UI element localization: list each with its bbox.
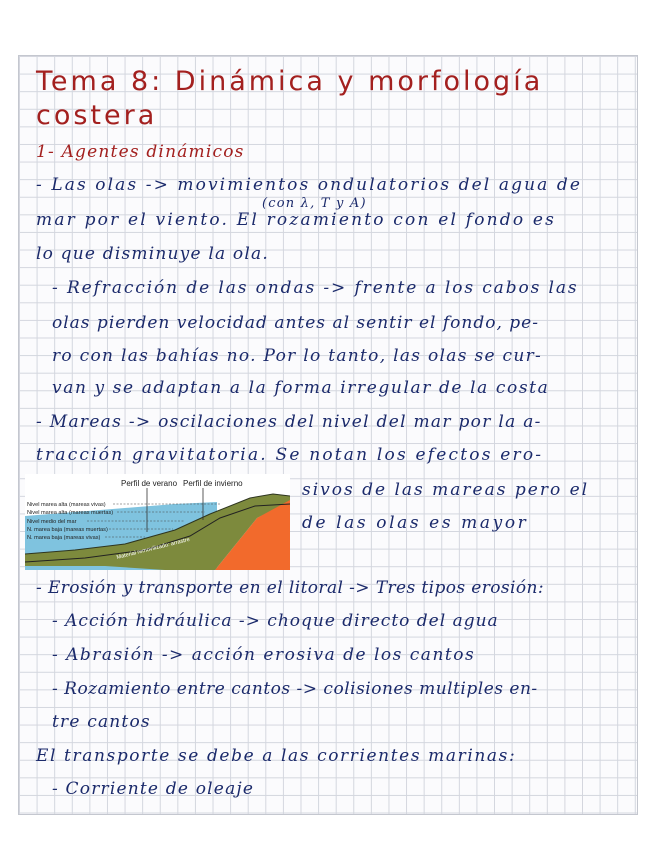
text-line-3: lo que disminuye la ola. (36, 244, 269, 264)
text-line-9: tracción gravitatoria. Se notan los efectos ero- (36, 445, 544, 465)
text-line-5: olas pierden velocidad antes al sentir el fondo, pe- (52, 313, 539, 333)
tide-level-label: Nivel marea alta (mareas muertas) (27, 510, 114, 516)
sediment-label: Material removilizado: arrastre (116, 536, 191, 561)
tide-level-label: N. marea baja (mareas vivas) (27, 535, 101, 541)
beach-profile-diagram (25, 474, 290, 570)
text-line-1: - Las olas -> movimientos ondulatorios del agua de (36, 175, 582, 195)
text-line-14: - Abrasión -> acción erosiva de los cantos (52, 645, 476, 665)
summer-profile-label: Perfil de verano (121, 479, 178, 488)
text-line-7: van y se adaptan a la forma irregular de la costa (52, 378, 550, 398)
text-line-8: - Mareas -> oscilaciones del nivel del mar por la a- (36, 412, 542, 432)
text-line-11: de las olas es mayor (302, 513, 529, 533)
text-line-17: El transporte se debe a las corrientes marinas: (36, 746, 517, 766)
text-annotation: (con λ, T y A) (262, 196, 367, 211)
section-heading: 1- Agentes dinámicos (36, 142, 245, 162)
text-line-4: - Refracción de las ondas -> frente a los cabos las (52, 278, 579, 298)
text-line-13: - Acción hidráulica -> choque directo del agua (52, 611, 499, 631)
text-line-6: ro con las bahías no. Por lo tanto, las olas se cur- (52, 346, 543, 366)
text-line-18: - Corriente de oleaje (52, 779, 255, 799)
notebook-page (18, 55, 638, 815)
tide-level-label: N. marea baja (mareas muertas) (27, 527, 108, 533)
text-line-2: mar por el viento. El rozamiento con el fondo es (36, 210, 557, 230)
page-title-line1: Tema 8: Dinámica y morfología (36, 66, 544, 97)
tide-level-label: Nivel marea alta (mareas vivas) (27, 502, 106, 508)
text-line-10: sivos de las mareas pero el (302, 480, 590, 500)
winter-profile-label: Perfil de invierno (183, 479, 243, 488)
page-title-line2: costera (36, 100, 158, 131)
text-line-16: tre cantos (52, 712, 151, 732)
text-line-15: - Rozamiento entre cantos -> colisiones multiples en- (52, 679, 538, 699)
text-line-12: - Erosión y transporte en el litoral -> Tres tipos erosión: (36, 578, 544, 598)
tide-level-label: Nivel medio del mar (27, 519, 77, 525)
